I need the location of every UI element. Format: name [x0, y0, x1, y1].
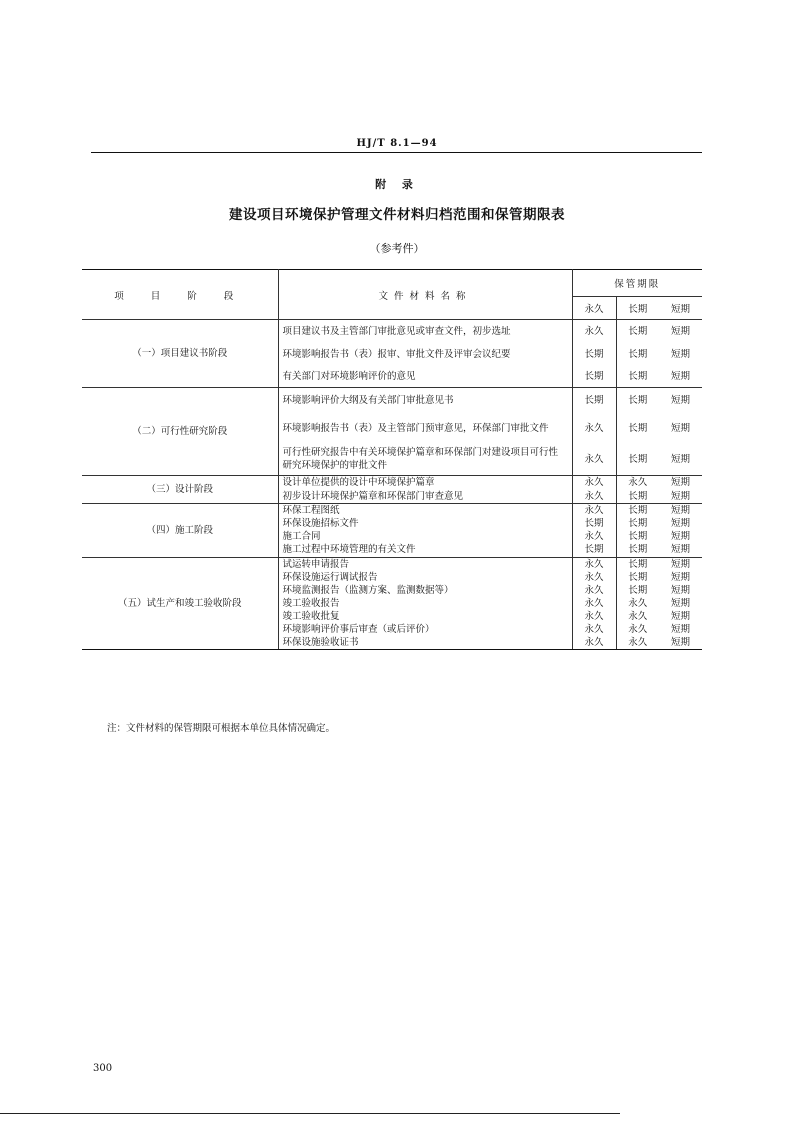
material-cell: 环保工程图纸: [278, 504, 572, 518]
material-cell: 环保设施招标文件: [278, 517, 572, 530]
material-cell: 施工合同: [278, 530, 572, 543]
permanent-cell: 永久: [572, 444, 616, 476]
long-term-cell: 长期: [616, 366, 659, 388]
permanent-cell: 长期: [572, 543, 616, 557]
long-term-cell: 长期: [616, 320, 659, 344]
short-term-cell: 短期: [671, 395, 691, 407]
material-cell: 项目建议书及主管部门审批意见或审查文件，初步选址: [278, 320, 572, 344]
page-number: 300: [93, 1063, 113, 1074]
short-term-cell: 短期: [659, 490, 702, 504]
long-term-cell: 长期: [616, 444, 659, 476]
permanent-cell: 永久: [584, 623, 604, 635]
stage-cell: （一）项目建议书阶段: [82, 320, 278, 388]
permanent-cell: 长期: [584, 395, 604, 407]
document-subtitle: （参考件）: [369, 242, 425, 255]
permanent-cell: 永久: [584, 531, 604, 542]
table-note: 注：文件材料的保管期限可根据本单位具体情况确定。: [107, 723, 336, 734]
header-long-term: 长期: [616, 297, 659, 320]
table-row: [82, 504, 702, 518]
long-term-cell: 永久: [616, 476, 659, 490]
permanent-cell: 永久: [584, 326, 604, 338]
long-term-cell: 长期: [616, 584, 659, 597]
permanent-cell: 永久: [572, 636, 616, 650]
long-term-cell: 长期: [616, 517, 659, 530]
short-term-cell: 短期: [671, 349, 691, 360]
permanent-cell: 永久: [584, 477, 604, 489]
permanent-cell: 永久: [584, 558, 604, 570]
document-code: HJ/T 8.1—94: [356, 138, 438, 149]
long-term-cell: 长期: [616, 504, 659, 518]
short-term-cell: 短期: [671, 518, 691, 529]
short-term-cell: 短期: [671, 571, 691, 583]
short-term-cell: 短期: [659, 543, 702, 557]
short-term-cell: 短期: [671, 477, 691, 489]
permanent-cell: 永久: [572, 490, 616, 504]
short-term-cell: 短期: [671, 558, 691, 570]
short-term-cell: 短期: [671, 326, 691, 338]
stage-cell: （三）设计阶段: [82, 476, 278, 504]
short-term-cell: 短期: [659, 366, 702, 388]
long-term-cell: 长期: [616, 388, 659, 414]
permanent-cell: 永久: [584, 505, 604, 516]
short-term-cell: 短期: [671, 597, 691, 609]
document-title: 建设项目环境保护管理文件材料归档范围和保管期限表: [229, 207, 565, 223]
header-permanent: 永久: [572, 297, 616, 320]
material-cell: 施工过程中环境管理的有关文件: [278, 543, 572, 557]
material-cell: 竣工验收批复: [278, 610, 572, 623]
long-term-cell: 长期: [616, 557, 659, 571]
short-term-cell: 短期: [671, 623, 691, 635]
table-row: [82, 320, 702, 344]
stage-cell: （四）施工阶段: [82, 504, 278, 558]
long-term-cell: 长期: [616, 543, 659, 557]
short-term-cell: 短期: [671, 610, 691, 622]
long-term-cell: 永久: [616, 623, 659, 636]
permanent-cell: 长期: [572, 366, 616, 388]
material-cell: 环保设施验收证书: [278, 636, 572, 650]
permanent-cell: 永久: [584, 584, 604, 596]
archive-table: [82, 269, 702, 650]
material-cell: 环保设施运行调试报告: [278, 571, 572, 584]
material-cell: 环境影响报告书（表）报审、审批文件及评审会议纪要: [278, 344, 572, 366]
appendix-label: 附 录: [375, 178, 419, 191]
material-cell: 环境影响报告书（表）及主管部门预审意见，环保部门审批文件: [278, 414, 572, 444]
table-row: [82, 557, 702, 571]
long-term-cell: 永久: [616, 610, 659, 623]
material-cell: 环境影响评价事后审查（或后评价）: [278, 623, 572, 636]
long-term-cell: 长期: [616, 571, 659, 584]
permanent-cell: 永久: [584, 610, 604, 622]
permanent-cell: 永久: [584, 597, 604, 609]
long-term-cell: 长期: [616, 530, 659, 543]
material-cell: 可行性研究报告中有关环境保护篇章和环保部门对建设项目可行性研究环境保护的审批文件: [278, 444, 572, 476]
header-short-term: 短期: [659, 297, 702, 320]
material-cell: 环境影响评价大纲及有关部门审批意见书: [278, 388, 572, 414]
material-cell: 设计单位提供的设计中环境保护篇章: [278, 476, 572, 490]
permanent-cell: 永久: [584, 571, 604, 583]
material-cell: 试运转申请报告: [278, 557, 572, 571]
short-term-cell: 短期: [671, 531, 691, 542]
permanent-cell: 长期: [584, 518, 604, 529]
stage-cell: （二）可行性研究阶段: [82, 388, 278, 476]
header-rule: [91, 152, 702, 153]
permanent-cell: 永久: [584, 423, 604, 434]
long-term-cell: 永久: [616, 636, 659, 650]
table-row: [82, 388, 702, 414]
short-term-cell: 短期: [671, 505, 691, 516]
table-body: [82, 320, 702, 650]
long-term-cell: 长期: [616, 414, 659, 444]
short-term-cell: 短期: [671, 423, 691, 434]
material-cell: 环境监测报告（监测方案、监测数据等）: [278, 584, 572, 597]
permanent-cell: 长期: [584, 349, 604, 360]
long-term-cell: 永久: [616, 597, 659, 610]
footer-rule: [0, 1113, 620, 1114]
short-term-cell: 短期: [671, 584, 691, 596]
short-term-cell: 短期: [659, 636, 702, 650]
header-material: 文件材料名称: [278, 270, 572, 320]
material-cell: 初步设计环境保护篇章和环保部门审查意见: [278, 490, 572, 504]
material-cell: 竣工验收报告: [278, 597, 572, 610]
stage-cell: （五）试生产和竣工验收阶段: [82, 557, 278, 650]
long-term-cell: 长期: [616, 344, 659, 366]
material-cell: 有关部门对环境影响评价的意见: [278, 366, 572, 388]
header-stage: 项 目 阶 段: [82, 270, 278, 320]
long-term-cell: 长期: [616, 490, 659, 504]
short-term-cell: 短期: [659, 444, 702, 476]
table-row: [82, 476, 702, 490]
header-period: 保管期限: [572, 270, 702, 297]
